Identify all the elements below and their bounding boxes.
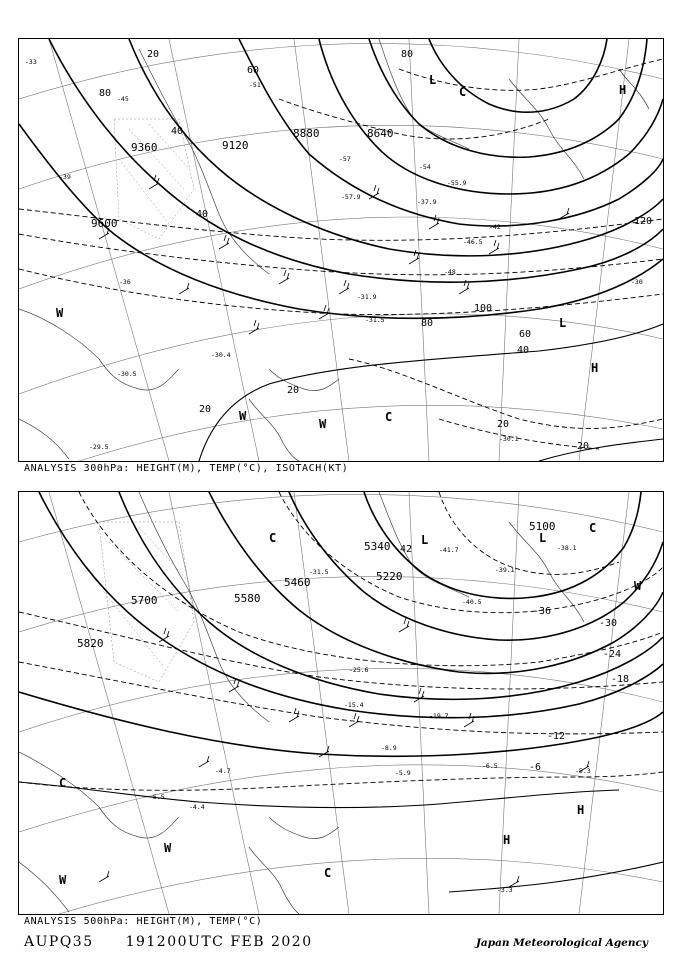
temp-label: -6 — [529, 762, 542, 773]
temp-label: -33 — [25, 58, 37, 66]
isotach-label: 120 — [634, 216, 653, 227]
isotach-label: 40 — [517, 345, 530, 356]
isotach-label: 80 — [99, 88, 112, 99]
temp-label: -6.5 — [482, 762, 498, 770]
temp-label: -25.6 — [349, 666, 369, 674]
height-label: 5820 — [77, 637, 104, 650]
temp-label: -12 — [547, 731, 566, 742]
isotach-label: 20 — [199, 404, 212, 415]
temp-label: -42 — [489, 223, 501, 231]
product-header — [24, 934, 339, 950]
temp-label: -15.4 — [344, 701, 364, 709]
temp-label: -5.3 — [575, 767, 591, 775]
isotach-label: 80 — [421, 318, 434, 329]
cold-symbol: C — [59, 776, 67, 790]
map-500hpa-canvas — [19, 492, 663, 914]
warm-symbol: W — [634, 579, 642, 593]
caption-500hpa: ANALYSIS 500hPa: HEIGHT(M), TEMP(°C) — [24, 916, 263, 927]
isotach-label: 20 — [147, 49, 160, 60]
agency-name: Japan Meteorological Agency — [475, 937, 648, 949]
temp-label: -57 — [339, 155, 351, 163]
high-symbol: H — [619, 83, 627, 97]
cold-symbol: C — [459, 85, 467, 99]
isotach-labels — [99, 49, 652, 452]
cold-symbol: C — [269, 531, 277, 545]
low-symbol: L — [421, 533, 429, 547]
temp-label: -5.9 — [395, 769, 411, 777]
temp-label: -46.5 — [463, 238, 483, 246]
temp-label: -4.7 — [215, 767, 231, 775]
coastline — [19, 39, 649, 461]
height-label: 9120 — [222, 139, 249, 152]
isotach-label: 20 — [577, 441, 590, 452]
isotach-label: 40 — [171, 126, 184, 137]
isotherms — [19, 59, 663, 449]
map-300hpa — [18, 38, 664, 462]
temp-label: -31.9 — [357, 293, 377, 301]
cold-symbol: C — [324, 866, 332, 880]
height-contours — [19, 492, 663, 756]
height-label: 9600 — [91, 217, 118, 230]
high-symbol: H — [503, 833, 511, 847]
map-300hpa-canvas — [19, 39, 663, 461]
temp-label: -48 — [444, 268, 456, 276]
low-symbol: L — [539, 531, 547, 545]
wind-barbs — [99, 618, 589, 887]
height-label: 5580 — [234, 592, 261, 605]
temp-label: -55.9 — [447, 179, 467, 187]
temp-label: -30.5 — [117, 370, 137, 378]
high-symbol: H — [591, 361, 599, 375]
temp-label: -36 — [533, 606, 552, 617]
temp-label: -30 — [599, 618, 618, 629]
temp-label: -30 — [631, 278, 643, 286]
temp-label: -40.5 — [462, 598, 482, 606]
height-contours — [19, 39, 663, 318]
temp-label: -5.5 — [149, 793, 165, 801]
temp-label: -45 — [117, 95, 129, 103]
low-symbol: L — [559, 316, 567, 330]
temp-label: -29.5 — [89, 443, 109, 451]
isotach-label: 60 — [519, 329, 532, 340]
temp-label: -54 — [419, 163, 431, 171]
warm-symbol: W — [239, 409, 247, 423]
height-label: 5100 — [529, 520, 556, 533]
warm-symbol: W — [59, 873, 67, 887]
height-label: 5220 — [376, 570, 403, 583]
high-symbol: H — [577, 803, 585, 817]
isotach-label: 100 — [474, 303, 493, 314]
isotach-lines — [199, 324, 663, 461]
height-label: 9360 — [131, 141, 158, 154]
isotach-label: 60 — [247, 65, 260, 76]
height-label: 5340 — [364, 540, 391, 553]
temp-label: -8.9 — [381, 744, 397, 752]
temp-label: -57.9 — [341, 193, 361, 201]
temp-label: -3.3 — [497, 886, 513, 894]
map-500hpa — [18, 491, 664, 915]
temp-label: -38.1 — [557, 544, 577, 552]
cold-symbol: C — [589, 521, 597, 535]
cold-symbol: C — [385, 410, 393, 424]
temp-label: -37.9 — [417, 198, 437, 206]
isotach-label: 40 — [196, 209, 209, 220]
isotach-label: 20 — [497, 419, 510, 430]
isotherms — [19, 492, 663, 790]
temp-label: -30.1 — [499, 435, 519, 443]
isotach-label: 80 — [401, 49, 414, 60]
temp-label: -31.5 — [309, 568, 329, 576]
warm-symbol: W — [164, 841, 172, 855]
temp-label: -30.4 — [211, 351, 231, 359]
temp-label: -39.1 — [495, 566, 515, 574]
caption-300hpa: ANALYSIS 300hPa: HEIGHT(M), TEMP(°C), ISOTACH(KT) — [24, 463, 349, 474]
reference-lines — [19, 782, 663, 892]
warm-symbol: W — [56, 306, 64, 320]
height-label: 5700 — [131, 594, 158, 607]
temp-label: -24 — [603, 649, 622, 660]
temp-label: -41.7 — [439, 546, 459, 554]
height-label: 8640 — [367, 127, 394, 140]
graticule — [19, 492, 663, 914]
coastline — [19, 492, 584, 914]
temp-label: -31.5 — [365, 316, 385, 324]
temp-label: -36 — [119, 278, 131, 286]
temp-label: -19.7 — [429, 712, 449, 720]
height-label: 5460 — [284, 576, 311, 589]
low-symbol: L — [429, 73, 437, 87]
temp-label: -39 — [59, 173, 71, 181]
temp-label: -42 — [394, 544, 413, 555]
valid-time: 191200UTC FEB 2020 — [125, 934, 313, 950]
height-labels — [91, 127, 394, 230]
temp-label: -4.4 — [189, 803, 205, 811]
height-label: 8880 — [293, 127, 320, 140]
isotach-label: 20 — [287, 385, 300, 396]
product-code: AUPQ35 — [24, 934, 94, 950]
temp-labels — [149, 544, 629, 894]
temp-label: -18 — [611, 674, 630, 685]
temp-label: -51 — [249, 81, 261, 89]
warm-symbol: W — [319, 417, 327, 431]
